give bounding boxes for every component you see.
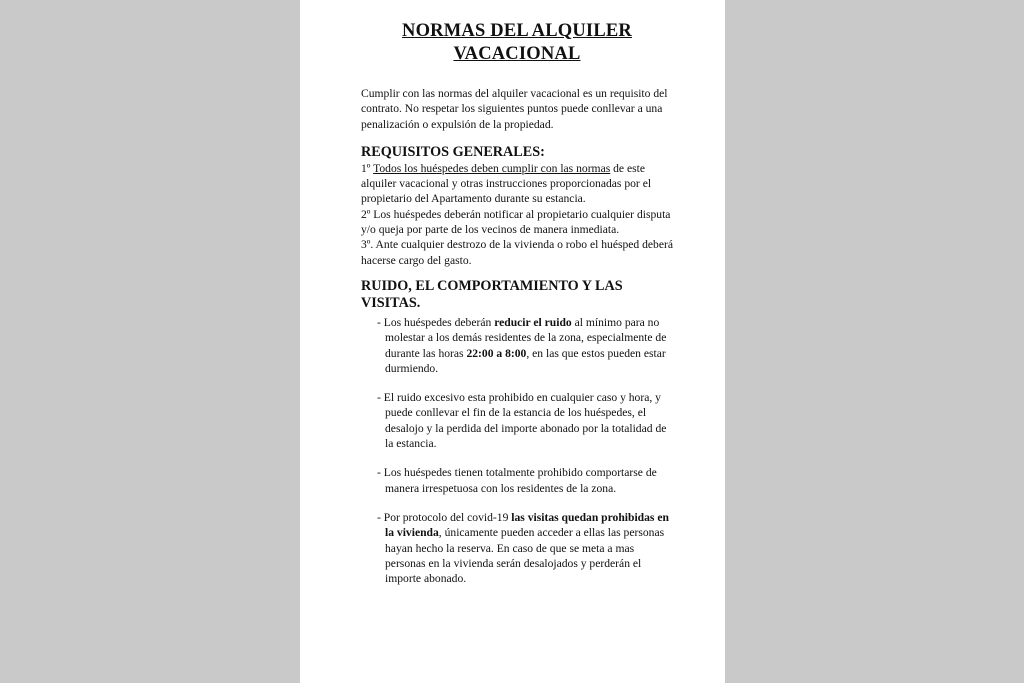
general-requirements-heading: REQUISITOS GENERALES: <box>361 143 545 160</box>
noise-rule-1 <box>371 315 673 376</box>
noise-rule-2: - El ruido excesivo esta prohibido en cualquier caso y hora, y puede conllevar el fin de la estancia de los huéspedes, el desalojo y la perdida del importe abonado por la totalidad de la estancia. <box>377 391 667 451</box>
noise-rule-1-hours: 22:00 a 8:00 <box>466 346 527 360</box>
requirement-2: 2º Los huéspedes deberán notificar al propietario cualquier disputa y/o queja por parte de los vecinos de manera inmediata. <box>361 207 671 237</box>
requirement-1-underlined: Todos los huéspedes deben cumplir con las normas <box>373 161 611 175</box>
noise-rule-1-bold: reducir el ruido <box>494 315 572 329</box>
noise-rule-4-a: - Por protocolo del covid-19 <box>377 510 512 524</box>
document-content <box>361 20 673 586</box>
noise-rule-1-c: , en las que estos pueden estar durmiendo. <box>385 346 666 375</box>
noise-rule-4 <box>371 510 673 586</box>
noise-rule-4-bold: las visitas quedan prohibidas en la vivienda <box>385 510 669 540</box>
noise-rule-3: - Los huéspedes tienen totalmente prohibido comportarse de manera irrespetuosa con los residentes de la zona. <box>377 466 657 495</box>
noise-rule-4-b: , únicamente pueden acceder a ellas las personas hayan hecho la reserva. En caso de que se meta a mas personas en la vivienda serán desalojados y perderán el importe abonado. <box>385 526 665 586</box>
noise-rules-list <box>361 315 673 586</box>
requirement-1-prefix: 1º <box>361 161 374 175</box>
noise-rule-1-a: - Los huéspedes deberán <box>377 315 495 329</box>
noise-rule-1-b: al mínimo para no molestar a los demás residentes de la zona, especialmente de durante las horas <box>385 315 667 360</box>
requirement-1 <box>361 161 673 207</box>
document-title <box>361 20 673 66</box>
requirement-3: 3º. Ante cualquier destrozo de la vivienda o robo el huésped deberá hacerse cargo del gasto. <box>361 238 674 267</box>
title-line-2: VACACIONAL <box>453 44 581 64</box>
noise-behavior-visits-heading: RUIDO, EL COMPORTAMIENTO Y LAS VISITAS. <box>361 277 623 311</box>
requirement-1-rest: de este alquiler vacacional y otras instrucciones proporcionadas por el propietario del Apartamento durante su estancia. <box>361 161 652 206</box>
intro-paragraph: Cumplir con las normas del alquiler vacacional es un requisito del contrato. No respetar los siguientes puntos puede conllevar a una penalización o expulsión de la propiedad. <box>361 87 668 131</box>
title-line-1: NORMAS DEL ALQUILER <box>402 21 632 41</box>
document-page <box>300 0 725 683</box>
